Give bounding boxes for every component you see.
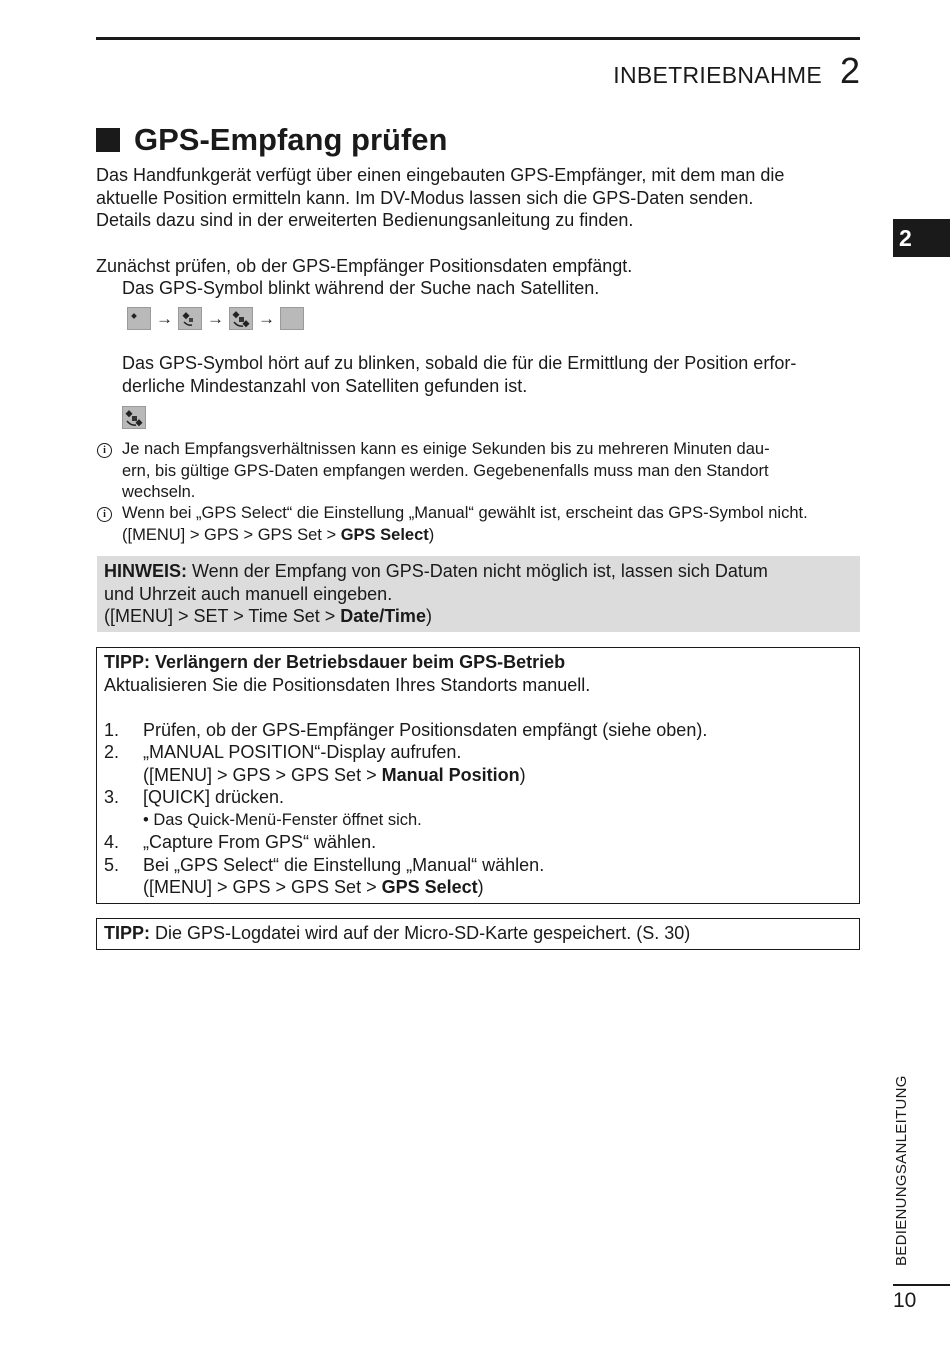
list-item: 4. „Capture From GPS“ wählen. [104,832,377,852]
list-item: 2. „MANUAL POSITION“-Display aufrufen. [104,742,462,762]
hinweis-box [97,556,860,632]
gps-satellite-icon-fixed [122,406,146,429]
square-bullet-icon [96,128,120,152]
list-item: 5. Bei „GPS Select“ die Einstellung „Manual“ wählen. [104,854,545,875]
list-item: 1. Prüfen, ob der GPS-Empfänger Positionsdaten empfängt (siehe oben). [104,719,708,740]
info-icon: i [97,507,112,522]
footer-rule [893,1284,950,1286]
note-line: ern, bis gültige GPS-Daten empfangen werden. Gegebenenfalls muss man den Standort [122,461,769,480]
chapter-side-tab: 2 [893,219,950,257]
step-sub-bullet: • Das Quick-Menü-Fenster öffnet sich. [143,810,422,829]
chapter-title: INBETRIEBNAHME [613,62,822,88]
note-manual-select [97,503,808,546]
note-receive-time [97,439,770,504]
chapter-number: 2 [839,50,860,91]
tipp-title: TIPP: Verlängern der Betriebsdauer beim GPS-Betrieb [104,652,566,672]
stop-line: Das GPS-Symbol hört auf zu blinken, sobald die für die Ermittlung der Position erfor- [122,353,797,373]
note-line: Je nach Empfangsverhältnissen kann es einige Sekunden bis zu mehreren Minuten dau- [122,440,770,458]
section-title [96,122,447,158]
intro-line: Das Handfunkgerät verfügt über einen eingebauten GPS-Empfänger, mit dem man die [96,165,785,185]
tipp-box-battery [96,647,860,904]
gps-icon-sequence [127,307,304,330]
tipp-label: TIPP: [104,923,151,943]
list-item: 3. [QUICK] drücken. [104,787,285,807]
gps-satellite-icon-stage3 [229,307,253,330]
check-line: Zunächst prüfen, ob der GPS-Empfänger Positionsdaten empfängt. [96,256,633,276]
intro-line: Details dazu sind in der erweiterten Bedienungsanleitung zu finden. [96,210,634,230]
hinweis-label: HINWEIS: [104,561,187,581]
hinweis-text: Wenn der Empfang von GPS-Daten nicht möglich ist, lassen sich Datum [187,561,768,581]
top-rule [96,37,860,40]
intro-line: aktuelle Position ermitteln kann. Im DV-Modus lassen sich die GPS-Daten senden. [96,187,754,208]
manual-label-vertical: BEDIENUNGSANLEITUNG [893,1075,910,1266]
hinweis-text: und Uhrzeit auch manuell eingeben. [104,583,393,604]
tipp-box-logfile [96,918,860,950]
stop-paragraph [122,352,796,397]
arrow-icon: → [258,308,275,328]
tipp-text: Die GPS-Logdatei wird auf der Micro-SD-Karte gespeichert. (S. 30) [150,923,691,943]
gps-satellite-icon-stage1 [127,307,151,330]
stop-line: derliche Mindestanzahl von Satelliten gefunden ist. [122,375,528,396]
section-title-text: GPS-Empfang prüfen [134,122,448,157]
info-icon: i [97,443,112,458]
tipp-subtitle: Aktualisieren Sie die Positionsdaten Ihres Standorts manuell. [104,674,591,695]
intro-paragraph [96,164,784,232]
gps-satellite-icon-stage2 [178,307,202,330]
note-line: wechseln. [122,483,196,501]
page-number: 10 [893,1289,917,1312]
note-line: Wenn bei „GPS Select“ die Einstellung „Manual“ gewählt ist, erscheint das GPS-Symbol nicht. [122,504,808,522]
gps-empty-icon [280,307,304,330]
step-menu-path: ([MENU] > GPS > GPS Set > GPS Select) [143,877,484,897]
chapter-header [613,50,860,92]
blink-line: Das GPS-Symbol blinkt während der Suche nach Satelliten. [122,278,600,298]
arrow-icon: → [207,308,224,328]
step-menu-path: ([MENU] > GPS > GPS Set > Manual Position) [143,764,526,785]
hinweis-menu-path: ([MENU] > SET > Time Set > Date/Time) [104,606,432,626]
note-menu-path: ([MENU] > GPS > GPS Set > GPS Select) [122,525,435,544]
arrow-icon: → [156,308,173,328]
